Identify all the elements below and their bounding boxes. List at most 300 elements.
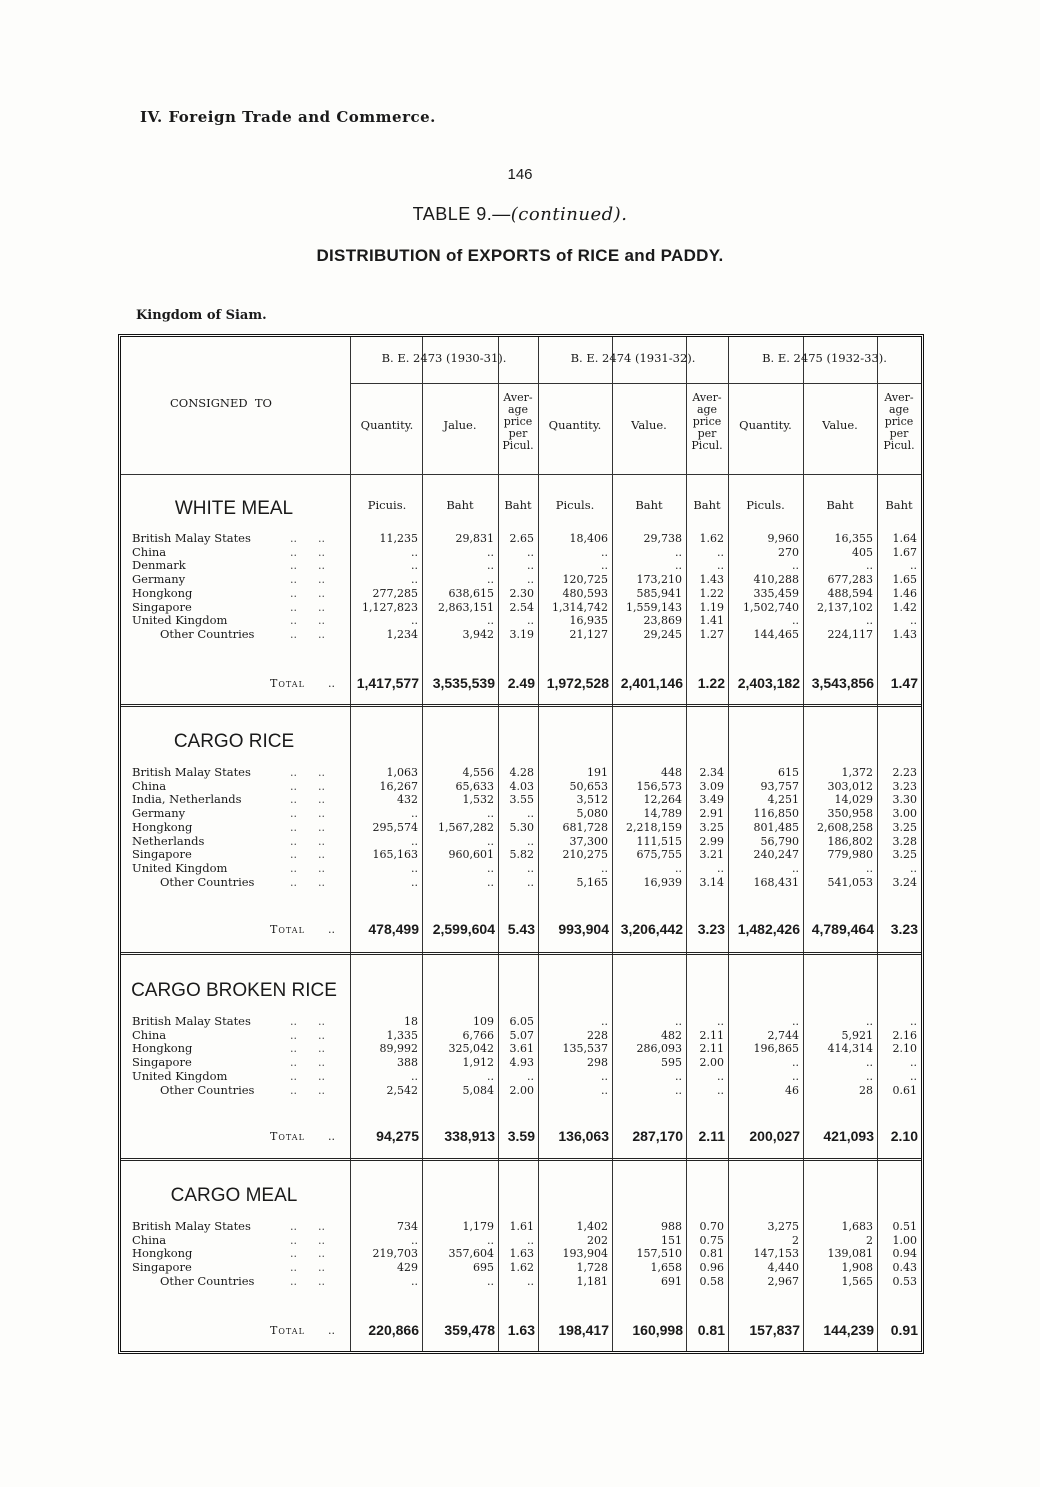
table-cell: 2.54: [509, 600, 534, 614]
table-cell: 1,234: [386, 627, 418, 641]
table-cell: ..: [527, 573, 534, 587]
total-label: Total: [270, 1324, 305, 1337]
table-cell: ..: [527, 545, 534, 559]
row-label: Singapore: [132, 847, 192, 862]
table-cell: 111,515: [636, 834, 682, 848]
section-title: CARGO BROKEN RICE: [131, 980, 337, 1001]
table-cell: 5.07: [509, 1028, 534, 1042]
table-cell: 16,267: [379, 779, 418, 793]
table-cell: ..: [910, 614, 917, 628]
table-cell: 5.82: [509, 848, 534, 862]
avg-price-header-line: age: [888, 403, 910, 416]
table-cell: ..: [910, 1069, 917, 1083]
table-cell: ..: [717, 1015, 724, 1028]
table-cell: 3.00: [892, 807, 917, 821]
leader-dots: .. ..: [290, 1069, 325, 1083]
table-cell: ..: [675, 559, 682, 573]
leader-dots: .. ..: [290, 586, 325, 600]
table-cell: ..: [527, 861, 534, 875]
total-cell: 1,417,577: [356, 675, 419, 691]
total-cell: 359,478: [444, 1322, 495, 1338]
table-cell: 2,863,151: [438, 600, 494, 614]
table-cell: ..: [675, 1015, 682, 1028]
table-subtitle: DISTRIBUTION of EXPORTS of RICE and PADDY.: [316, 246, 724, 265]
table-cell: 116,850: [753, 807, 799, 821]
table-cell: 388: [397, 1056, 418, 1070]
unit-value: Baht: [826, 498, 854, 512]
table-cell: 109: [473, 1015, 494, 1028]
table-cell: 193,904: [562, 1247, 608, 1261]
row-label: Other Countries: [160, 874, 255, 889]
leader-dots: .. ..: [290, 614, 325, 628]
table-cell: 224,117: [827, 627, 873, 641]
total-cell: 2,401,146: [620, 675, 683, 691]
total-cell: 1,972,528: [546, 675, 609, 691]
table-cell: ..: [411, 1069, 418, 1083]
table-cell: 1.62: [509, 1261, 534, 1275]
table-cell: 3.25: [892, 820, 917, 834]
table-cell: 0.53: [892, 1274, 917, 1288]
table-cell: 1.00: [892, 1233, 917, 1247]
table-cell: 410,288: [753, 573, 799, 587]
table-cell: 3.24: [892, 875, 917, 889]
table-cell: ..: [910, 1015, 917, 1028]
table-cell: 151: [661, 1233, 682, 1247]
table-cell: ..: [487, 1069, 494, 1083]
table-cell: 3.09: [699, 779, 724, 793]
row-label: Other Countries: [160, 1082, 255, 1097]
table-cell: 2.11: [699, 1042, 724, 1056]
table-cell: 3,512: [576, 793, 608, 807]
table-cell: 2.00: [699, 1056, 724, 1070]
unit-value: Baht: [446, 498, 474, 512]
avg-price-header-line: Aver-: [692, 391, 722, 404]
table-cell: ..: [866, 1069, 873, 1083]
table-cell: 0.94: [892, 1247, 917, 1261]
leader-dots: .. ..: [290, 848, 325, 862]
row-label: China: [132, 778, 167, 793]
row-label: British Malay States: [132, 531, 251, 545]
total-cell: 993,904: [558, 921, 609, 937]
table-cell: 2.99: [699, 834, 724, 848]
table-cell: 350,958: [827, 807, 873, 821]
table-cell: 295,574: [372, 820, 418, 834]
total-cell: 94,275: [376, 1128, 419, 1144]
table-cell: 3.25: [699, 820, 724, 834]
table-cell: 488,594: [827, 586, 873, 600]
leader-dots: .. ..: [290, 1247, 325, 1261]
table-cell: ..: [866, 614, 873, 628]
avg-price-header-line: Picul.: [502, 439, 534, 452]
table-cell: 135,537: [562, 1042, 608, 1056]
table-cell: 1.46: [892, 586, 917, 600]
unit-avg: Baht: [885, 498, 913, 512]
row-label: British Malay States: [132, 1219, 251, 1233]
table-cell: ..: [717, 861, 724, 875]
leader-dots: .. ..: [290, 1274, 325, 1288]
leader-dots: ..: [328, 1324, 335, 1337]
table-cell: 144,465: [753, 627, 799, 641]
table-cell: ..: [487, 875, 494, 889]
table-cell: ..: [411, 807, 418, 821]
total-cell: 3.23: [890, 921, 918, 937]
table-cell: 21,127: [569, 627, 608, 641]
table-cell: 23,869: [643, 614, 682, 628]
row-label: British Malay States: [132, 765, 251, 779]
table-cell: 5,165: [576, 875, 608, 889]
table-cell: 2.23: [892, 766, 917, 779]
table-cell: 2.30: [509, 586, 534, 600]
table-cell: 0.58: [699, 1274, 724, 1288]
table-cell: ..: [792, 861, 799, 875]
unit-avg: Baht: [504, 498, 532, 512]
avg-price-header: [498, 392, 538, 452]
table-cell: ..: [411, 834, 418, 848]
unit-quantity: Piculs.: [555, 498, 595, 512]
table-title: [0, 204, 1040, 225]
table-cell: 1.22: [699, 586, 724, 600]
leader-dots: .. ..: [290, 820, 325, 834]
row-label: Hongkong: [132, 585, 193, 600]
table-cell: 5.30: [509, 820, 534, 834]
table-cell: 1,372: [841, 766, 873, 779]
table-cell: ..: [601, 545, 608, 559]
unit-avg: Baht: [693, 498, 721, 512]
table-cell: ..: [487, 559, 494, 573]
table-cell: ..: [411, 559, 418, 573]
avg-price-header: [686, 392, 728, 452]
table-cell: 37,300: [569, 834, 608, 848]
table-cell: 2,137,102: [817, 600, 873, 614]
row-label: China: [132, 1027, 167, 1042]
table-cell: 675,755: [636, 848, 682, 862]
table-cell: 2: [792, 1233, 799, 1247]
table-cell: 157,510: [636, 1247, 682, 1261]
table-cell: 270: [778, 545, 799, 559]
row-label: United Kingdom: [132, 860, 228, 875]
header-bottom-rule: [121, 474, 921, 475]
table-cell: 3,275: [767, 1220, 799, 1233]
table-cell: 448: [661, 766, 682, 779]
table-cell: 3.21: [699, 848, 724, 862]
row-label: Hongkong: [132, 1246, 193, 1261]
table-cell: ..: [866, 1056, 873, 1070]
table-cell: 277,285: [372, 586, 418, 600]
table-cell: 11,235: [379, 532, 418, 545]
table-cell: 3.55: [509, 793, 534, 807]
row-label: British Malay States: [132, 1014, 251, 1028]
table-cell: 615: [778, 766, 799, 779]
leader-dots: .. ..: [290, 779, 325, 793]
table-cell: 2.10: [892, 1042, 917, 1056]
total-cell: 220,866: [368, 1322, 419, 1338]
table-cell: 681,728: [562, 820, 608, 834]
total-cell: 3,535,539: [432, 675, 495, 691]
table-cell: 12,264: [643, 793, 682, 807]
leader-dots: .. ..: [290, 1261, 325, 1275]
table-cell: ..: [792, 1056, 799, 1070]
value-header: Jalue.: [443, 418, 477, 432]
table-cell: 18,406: [569, 532, 608, 545]
section-title: CARGO MEAL: [170, 1185, 298, 1206]
table-cell: 1,179: [462, 1220, 494, 1233]
table-cell: 2: [866, 1233, 873, 1247]
leader-dots: .. ..: [290, 1233, 325, 1247]
table-cell: 3.61: [509, 1042, 534, 1056]
table-cell: ..: [487, 573, 494, 587]
total-cell: 1.47: [890, 675, 918, 691]
row-label: Netherlands: [132, 833, 205, 848]
total-cell: 2.49: [507, 675, 535, 691]
table-cell: 65,633: [455, 779, 494, 793]
consigned-to-header: CONSIGNED TO: [170, 396, 272, 410]
year-header: B. E. 2473 (1930-31).: [381, 351, 507, 365]
table-cell: 3.19: [509, 627, 534, 641]
table-cell: 1,565: [841, 1274, 873, 1288]
leader-dots: ..: [328, 923, 335, 936]
table-cell: 29,738: [643, 532, 682, 545]
leader-dots: .. ..: [290, 1028, 325, 1042]
leader-dots: .. ..: [290, 766, 325, 779]
total-cell: 200,027: [749, 1128, 800, 1144]
table-cell: 960,601: [448, 848, 494, 862]
table-cell: 1.27: [699, 627, 724, 641]
table-cell: ..: [411, 1274, 418, 1288]
leader-dots: ..: [328, 677, 335, 690]
total-label: Total: [270, 677, 305, 690]
table-cell: ..: [487, 1274, 494, 1288]
table-cell: ..: [601, 1083, 608, 1097]
table-cell: 1.19: [699, 600, 724, 614]
table-cell: 1,063: [386, 766, 418, 779]
unit-quantity: Picuis.: [367, 498, 407, 512]
table-cell: 0.43: [892, 1261, 917, 1275]
table-cell: 1,559,143: [626, 600, 682, 614]
table-cell: 46: [785, 1083, 799, 1097]
table-title-continued: (continued).: [510, 204, 628, 225]
table-cell: ..: [792, 1015, 799, 1028]
year-header: B. E. 2474 (1931-32).: [570, 351, 696, 365]
table-cell: 191: [587, 766, 608, 779]
total-cell: 1.63: [507, 1322, 535, 1338]
leader-dots: .. ..: [290, 1220, 325, 1233]
total-cell: 2.10: [890, 1128, 918, 1144]
table-cell: 2.91: [699, 807, 724, 821]
row-label: Other Countries: [160, 626, 255, 641]
table-cell: 595: [661, 1056, 682, 1070]
table-cell: ..: [675, 1083, 682, 1097]
table-cell: 210,275: [562, 848, 608, 862]
table-cell: 3.14: [699, 875, 724, 889]
total-cell: 5.43: [507, 921, 535, 937]
table-cell: 1.41: [699, 614, 724, 628]
table-cell: ..: [675, 1069, 682, 1083]
table-cell: 156,573: [636, 779, 682, 793]
table-cell: 988: [661, 1220, 682, 1233]
table-cell: 1,314,742: [552, 600, 608, 614]
table-cell: 4.28: [509, 766, 534, 779]
table-cell: 3.49: [699, 793, 724, 807]
table-cell: 9,960: [767, 532, 799, 545]
table-cell: 335,459: [753, 586, 799, 600]
total-cell: 3.59: [507, 1128, 535, 1144]
leader-dots: .. ..: [290, 875, 325, 889]
leader-dots: .. ..: [290, 861, 325, 875]
table-cell: ..: [601, 559, 608, 573]
table-cell: 4,251: [767, 793, 799, 807]
column-rule: [350, 337, 351, 1351]
table-cell: 2.34: [699, 766, 724, 779]
table-cell: ..: [910, 1056, 917, 1070]
table-cell: 29,831: [455, 532, 494, 545]
row-label: Singapore: [132, 1260, 192, 1275]
table-cell: 120,725: [562, 573, 608, 587]
table-cell: 202: [587, 1233, 608, 1247]
table-cell: ..: [487, 614, 494, 628]
table-cell: ..: [675, 545, 682, 559]
header-rule: [350, 383, 921, 384]
table-cell: 165,163: [372, 848, 418, 862]
row-label: Singapore: [132, 599, 192, 614]
avg-price-header-line: per: [697, 427, 717, 440]
year-header: B. E. 2475 (1932-33).: [762, 351, 887, 365]
avg-price-header-line: per: [889, 427, 909, 440]
table-cell: 1,912: [462, 1056, 494, 1070]
table-cell: 2,744: [767, 1028, 799, 1042]
total-cell: 2.11: [698, 1128, 725, 1144]
table-cell: ..: [601, 1015, 608, 1028]
table-cell: 28: [859, 1083, 873, 1097]
leader-dots: .. ..: [290, 1083, 325, 1097]
table-cell: 1,658: [650, 1261, 682, 1275]
unit-quantity: Piculs.: [746, 498, 785, 512]
table-cell: ..: [527, 559, 534, 573]
avg-price-header-line: price: [503, 415, 533, 428]
table-cell: 480,593: [562, 586, 608, 600]
leader-dots: .. ..: [290, 545, 325, 559]
table-cell: ..: [866, 861, 873, 875]
total-cell: 0.91: [890, 1322, 918, 1338]
total-cell: 421,093: [823, 1128, 874, 1144]
table-cell: 89,992: [379, 1042, 418, 1056]
table-cell: 1.43: [892, 627, 917, 641]
table-cell: ..: [411, 573, 418, 587]
total-cell: 1.22: [697, 675, 725, 691]
total-cell: 3,543,856: [811, 675, 874, 691]
quantity-header: Quantity.: [360, 418, 414, 432]
table-cell: 1,908: [841, 1261, 873, 1275]
table-cell: 14,789: [643, 807, 682, 821]
table-cell: 677,283: [827, 573, 873, 587]
table-cell: ..: [527, 834, 534, 848]
total-cell: 3,206,442: [620, 921, 683, 937]
table-cell: ..: [910, 861, 917, 875]
table-cell: 779,980: [827, 848, 873, 862]
table-cell: ..: [527, 614, 534, 628]
table-cell: 1,335: [386, 1028, 418, 1042]
total-cell: 198,417: [558, 1322, 609, 1338]
table-cell: 2.16: [892, 1028, 917, 1042]
table-cell: 325,042: [448, 1042, 494, 1056]
table-cell: 4.93: [509, 1056, 534, 1070]
table-cell: 0.96: [699, 1261, 724, 1275]
avg-price-header: [877, 392, 921, 452]
table-cell: ..: [792, 1069, 799, 1083]
table-cell: 14,029: [834, 793, 873, 807]
avg-price-header-line: per: [508, 427, 528, 440]
table-cell: 6,766: [462, 1028, 494, 1042]
table-cell: 6.05: [509, 1015, 534, 1028]
table-cell: 695: [473, 1261, 494, 1275]
unit-value: Baht: [635, 498, 663, 512]
table-cell: 2,608,258: [817, 820, 873, 834]
table-cell: 196,865: [753, 1042, 799, 1056]
row-label: India, Netherlands: [132, 792, 242, 807]
leader-dots: .. ..: [290, 793, 325, 807]
table-cell: ..: [910, 559, 917, 573]
value-header: Value.: [631, 418, 667, 432]
table-cell: 1.67: [892, 545, 917, 559]
table-cell: ..: [792, 559, 799, 573]
avg-price-header-line: Aver-: [884, 391, 914, 404]
table-cell: 1,181: [576, 1274, 608, 1288]
table-cell: 240,247: [753, 848, 799, 862]
table-cell: 432: [397, 793, 418, 807]
table-cell: 3.25: [892, 848, 917, 862]
table-cell: 286,093: [636, 1042, 682, 1056]
table-cell: 638,615: [448, 586, 494, 600]
table-cell: 56,790: [760, 834, 799, 848]
section-title: WHITE MEAL: [174, 498, 294, 519]
table-cell: 0.61: [892, 1083, 917, 1097]
table-cell: 18: [404, 1015, 418, 1028]
leader-dots: .. ..: [290, 1056, 325, 1070]
table-cell: 414,314: [827, 1042, 873, 1056]
total-cell: 160,998: [632, 1322, 683, 1338]
table-cell: ..: [527, 1069, 534, 1083]
table-cell: ..: [411, 875, 418, 889]
table-title-main: TABLE 9.—: [412, 204, 511, 224]
table-cell: 16,355: [834, 532, 873, 545]
table-cell: ..: [601, 861, 608, 875]
table-cell: 228: [587, 1028, 608, 1042]
table-cell: ..: [411, 861, 418, 875]
table-cell: 3,942: [462, 627, 494, 641]
row-label: China: [132, 1232, 167, 1247]
table-cell: 147,153: [753, 1247, 799, 1261]
table-cell: ..: [717, 1069, 724, 1083]
table-cell: 298: [587, 1056, 608, 1070]
table-cell: 4,556: [462, 766, 494, 779]
leader-dots: ..: [328, 1130, 335, 1143]
leader-dots: .. ..: [290, 600, 325, 614]
table-cell: 5,080: [576, 807, 608, 821]
leader-dots: .. ..: [290, 573, 325, 587]
table-cell: 0.81: [699, 1247, 724, 1261]
total-cell: 2,599,604: [432, 921, 495, 937]
table-cell: ..: [487, 861, 494, 875]
row-label: Germany: [132, 806, 186, 821]
table-cell: 16,935: [569, 614, 608, 628]
table-cell: 734: [397, 1220, 418, 1233]
table-cell: 1,683: [841, 1220, 873, 1233]
table-cell: 2,967: [767, 1274, 799, 1288]
leader-dots: .. ..: [290, 1015, 325, 1028]
row-label: Germany: [132, 572, 186, 587]
table-cell: ..: [527, 807, 534, 821]
table-cell: ..: [487, 807, 494, 821]
table-cell: 3.30: [892, 793, 917, 807]
